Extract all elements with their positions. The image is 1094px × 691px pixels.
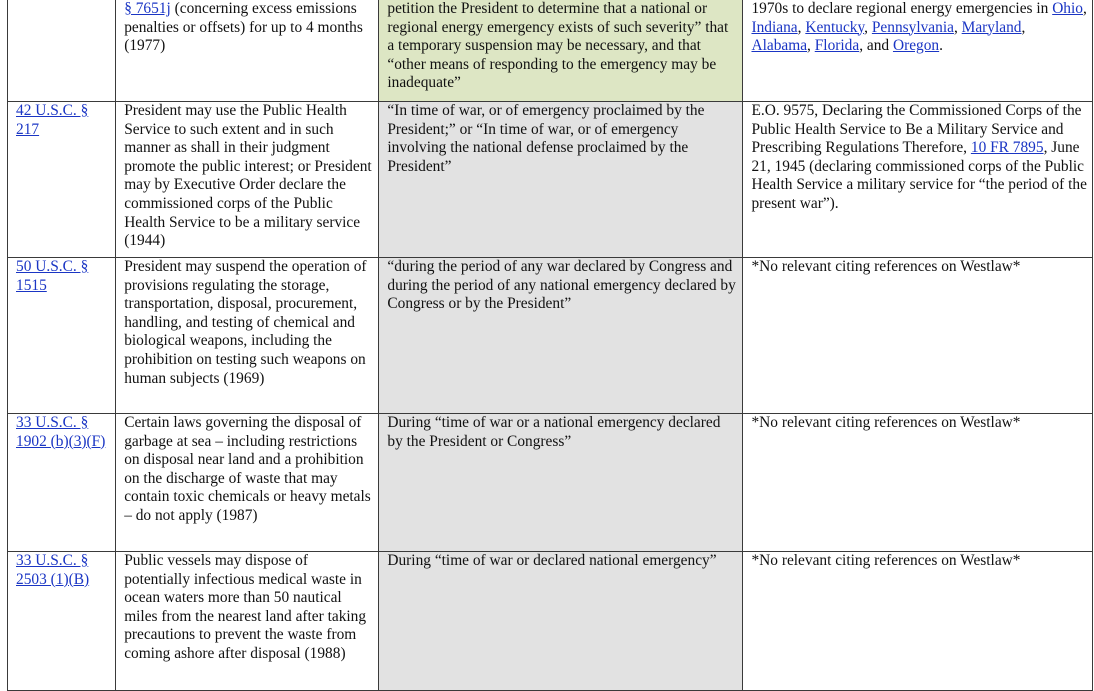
- reference-suffix: .: [939, 37, 943, 55]
- trigger-text: During “time of war or a national emergency declared by the President or Congress”: [387, 414, 721, 450]
- state-link-maryland[interactable]: Maryland: [961, 18, 1022, 36]
- citation-cell: [8, 258, 116, 414]
- description-text: Certain laws governing the disposal of garbage at sea – including restrictions on disposal near land and a prohibition on the discharge of waste that may contain toxic chemicals or heavy metals – do not apply (1987): [124, 414, 371, 524]
- description-text: President may suspend the operation of provisions regulating the storage, transportation, disposal, procurement, handling, and testing of chemical and biological weapons, including the prohibition on testing such weapons on human subjects (1969): [124, 258, 367, 387]
- state-link-indiana[interactable]: Indiana: [751, 18, 798, 36]
- reference-cell: [743, 414, 1093, 552]
- table-row: [8, 258, 1093, 414]
- reference-cell: [743, 102, 1093, 258]
- description-text: (concerning excess emissions penalties or offsets) for up to 4 months (1977): [124, 0, 363, 55]
- description-cell: [116, 414, 379, 552]
- citation-cell: [8, 414, 116, 552]
- reference-text: 1970s to declare regional energy emergencies in: [751, 0, 1053, 17]
- description-text: Public vessels may dispose of potentially infectious medical waste in ocean waters more than 50 nautical miles from the nearest land after taking precautions to prevent the waste from coming ashore after disposal (1988): [124, 552, 367, 662]
- trigger-cell: [379, 0, 743, 102]
- table-row: [8, 414, 1093, 552]
- state-link-oregon[interactable]: Oregon: [892, 37, 940, 55]
- trigger-text: “during the period of any war declared by Congress and during the period of any national emergency declared by Congress or by the President”: [387, 258, 736, 313]
- state-link-pennsylvania[interactable]: Pennsylvania: [871, 18, 954, 36]
- federal-register-link[interactable]: 10 FR 7895: [970, 139, 1044, 157]
- citation-cell: [8, 0, 116, 102]
- reference-text: *No relevant citing references on Westlaw*: [751, 552, 1021, 569]
- state-link-kentucky[interactable]: Kentucky: [805, 18, 865, 36]
- table-row: [8, 102, 1093, 258]
- reference-cell: 1970s to declare regional energy emergencies in Ohio, Indiana, Kentucky, Pennsylvania, Maryland, Alabama, Florida, and Oregon.: [743, 0, 1093, 102]
- state-link-ohio[interactable]: Ohio: [1052, 0, 1083, 17]
- citation-link[interactable]: 50 U.S.C. § 1515: [16, 258, 89, 294]
- reference-text: *No relevant citing references on Westlaw*: [751, 258, 1021, 275]
- trigger-cell: [379, 102, 743, 258]
- citation-link[interactable]: 42 U.S.C. § 217: [16, 102, 89, 138]
- description-cell: [116, 0, 379, 102]
- table-row: [8, 552, 1093, 691]
- statute-link[interactable]: § 7651j: [124, 0, 171, 17]
- emergency-powers-table: [7, 0, 1093, 691]
- description-cell: [116, 258, 379, 414]
- trigger-cell: [379, 258, 743, 414]
- state-link-alabama[interactable]: Alabama: [751, 37, 808, 55]
- reference-text: E.O. 9575, Declaring the Commissioned Corps of the Public Health Service to Be a Military Service and Prescribing Regulations Therefore,: [751, 102, 1082, 157]
- reference-text: *No relevant citing references on Westlaw*: [751, 414, 1021, 431]
- citation-link[interactable]: 33 U.S.C. § 2503 (1)(B): [16, 552, 90, 588]
- description-cell: [116, 552, 379, 691]
- state-link-florida[interactable]: Florida: [814, 37, 860, 55]
- citation-link[interactable]: 33 U.S.C. § 1902 (b)(3)(F): [16, 414, 106, 450]
- reference-cell: [743, 552, 1093, 691]
- table-row: [8, 0, 1093, 102]
- citation-cell: [8, 102, 116, 258]
- trigger-cell: [379, 414, 743, 552]
- reference-cell: [743, 258, 1093, 414]
- trigger-cell: [379, 552, 743, 691]
- trigger-text: “In time of war, or of emergency proclaimed by the President;” or “In time of war, or of emergency involving the national defense proclaimed by the President”: [387, 102, 705, 175]
- trigger-text: petition the President to determine that a national or regional energy emergency exists of such severity” that a temporary suspension may be necessary, and that “other means of responding to the emergency may be inadequate”: [387, 0, 729, 92]
- reference-suffix: , June 21, 1945 (declaring commissioned corps of the Public Health Service a military service for “the period of the present war”).: [751, 139, 1087, 212]
- trigger-text: During “time of war or declared national emergency”: [387, 552, 717, 569]
- citation-cell: [8, 552, 116, 691]
- description-text: President may use the Public Health Service to such extent and in such manner as shall in their judgment promote the public interest; or President may by Executive Order declare the commissioned corps of the Public Health Service to be a military service (1944): [124, 102, 372, 250]
- description-cell: [116, 102, 379, 258]
